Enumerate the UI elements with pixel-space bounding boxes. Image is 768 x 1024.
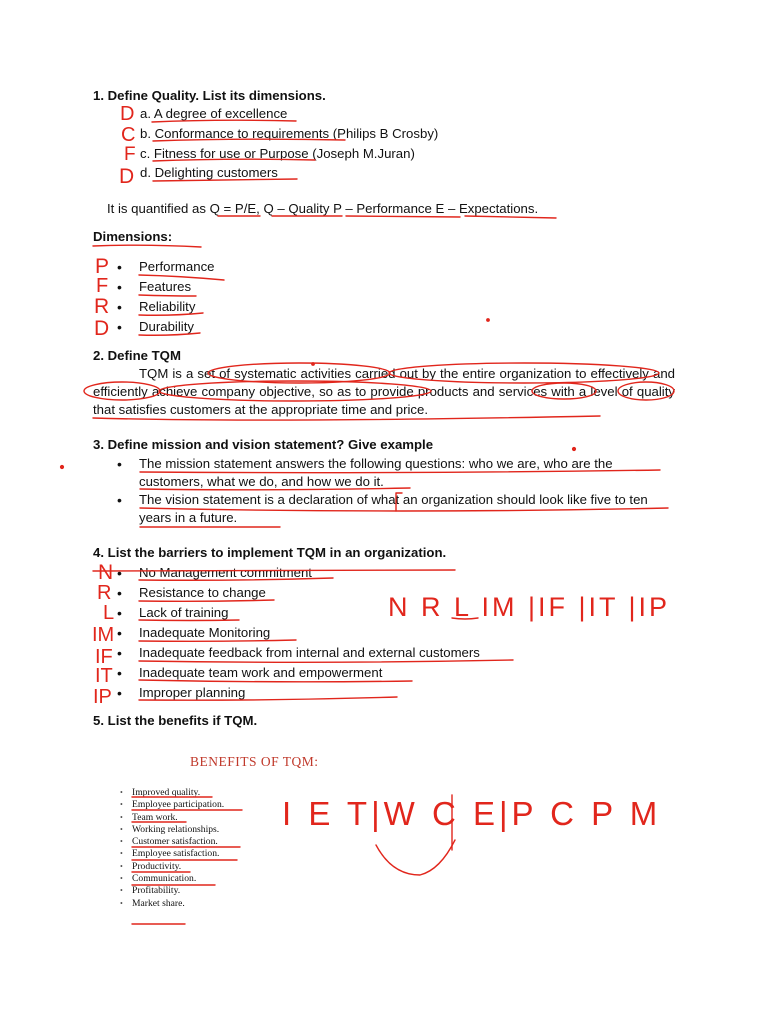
q1-title: 1. Define Quality. List its dimensions. (93, 88, 326, 103)
handwritten-letter: IM (92, 624, 115, 646)
handwritten-letter: IT (95, 665, 113, 687)
handwritten-letter: F (124, 144, 136, 165)
handwritten-letter: D (94, 317, 110, 340)
handwritten-letter: R (97, 582, 112, 604)
list-item: • Inadequate feedback from internal and external customers (139, 644, 480, 664)
list-item: • Market share. (132, 898, 224, 910)
benefit-mnemonic: I E T|W C E|P C P M (282, 795, 662, 832)
barriers-list (139, 564, 480, 704)
list-item: • Working relationships. (132, 824, 224, 836)
list-item: • Features (139, 278, 215, 298)
q2-title: 2. Define TQM (93, 348, 181, 363)
q1-quantified: It is quantified as Q = P/E, Q – Quality P – Performance E – Expectations. (107, 201, 539, 216)
handwritten-letter: IF (95, 646, 113, 668)
handwritten-letter: F (96, 275, 109, 297)
handwritten-letter: N (98, 561, 114, 584)
list-item: • Profitability. (132, 885, 224, 897)
list-item: • Improved quality. (132, 787, 224, 799)
list-item: • Performance (139, 258, 215, 278)
q1-option-c: c. Fitness for use or Purpose (Joseph M.Juran) (140, 146, 415, 161)
list-item: • Lack of training (139, 604, 480, 624)
list-item: • Inadequate Monitoring (139, 624, 480, 644)
dimensions-heading: Dimensions: (93, 229, 173, 244)
benefits-list (132, 787, 224, 910)
list-item: • Team work. (132, 812, 224, 824)
list-item: • The vision statement is a declaration of what an organization should look like five to ten years in a future. (139, 491, 679, 527)
handwritten-letter: C (121, 124, 136, 146)
handwritten-letter: D (120, 103, 135, 125)
q4-title: 4. List the barriers to implement TQM in an organization. (93, 545, 447, 560)
list-item: • Inadequate team work and empowerment (139, 664, 480, 684)
list-item: • Resistance to change (139, 584, 480, 604)
list-item: • Improper planning (139, 684, 480, 704)
list-item: • Durability (139, 318, 215, 338)
q1-option-b: b. Conformance to requirements (Philips B Crosby) (140, 126, 439, 141)
handwritten-letter: IP (93, 686, 112, 708)
q1-option-a: a. A degree of excellence (140, 106, 288, 121)
handwritten-letter: P (95, 255, 110, 278)
list-item: • No Management commitment (139, 564, 480, 584)
q1-option-d: d. Delighting customers (140, 165, 278, 180)
list-item: • Reliability (139, 298, 215, 318)
list-item: • Customer satisfaction. (132, 836, 224, 848)
dimensions-list (139, 258, 215, 338)
list-item: • Productivity. (132, 861, 224, 873)
list-item: • Employee participation. (132, 799, 224, 811)
barrier-mnemonic: N R L IM |IF |IT |IP (388, 592, 671, 622)
q3-title: 3. Define mission and vision statement? Give example (93, 437, 434, 452)
q3-list (139, 455, 679, 527)
list-item: • The mission statement answers the following questions: who we are, who are the customers, what we do, and how we do it. (139, 455, 679, 491)
handwritten-letter: D (119, 165, 135, 188)
benefits-image-title: BENEFITS OF TQM: (190, 754, 319, 769)
list-item: • Employee satisfaction. (132, 848, 224, 860)
list-item: • Communication. (132, 873, 224, 885)
handwritten-letter: R (94, 295, 110, 318)
handwritten-letter: L (103, 602, 115, 624)
q5-title: 5. List the benefits if TQM. (93, 713, 258, 728)
q2-body: TQM is a set of systematic activities carried out by the entire organization to effectively and efficiently achieve company objective, so as to provide products and services with a level of quality that satisfies customers at the appropriate time and price. (93, 366, 675, 417)
